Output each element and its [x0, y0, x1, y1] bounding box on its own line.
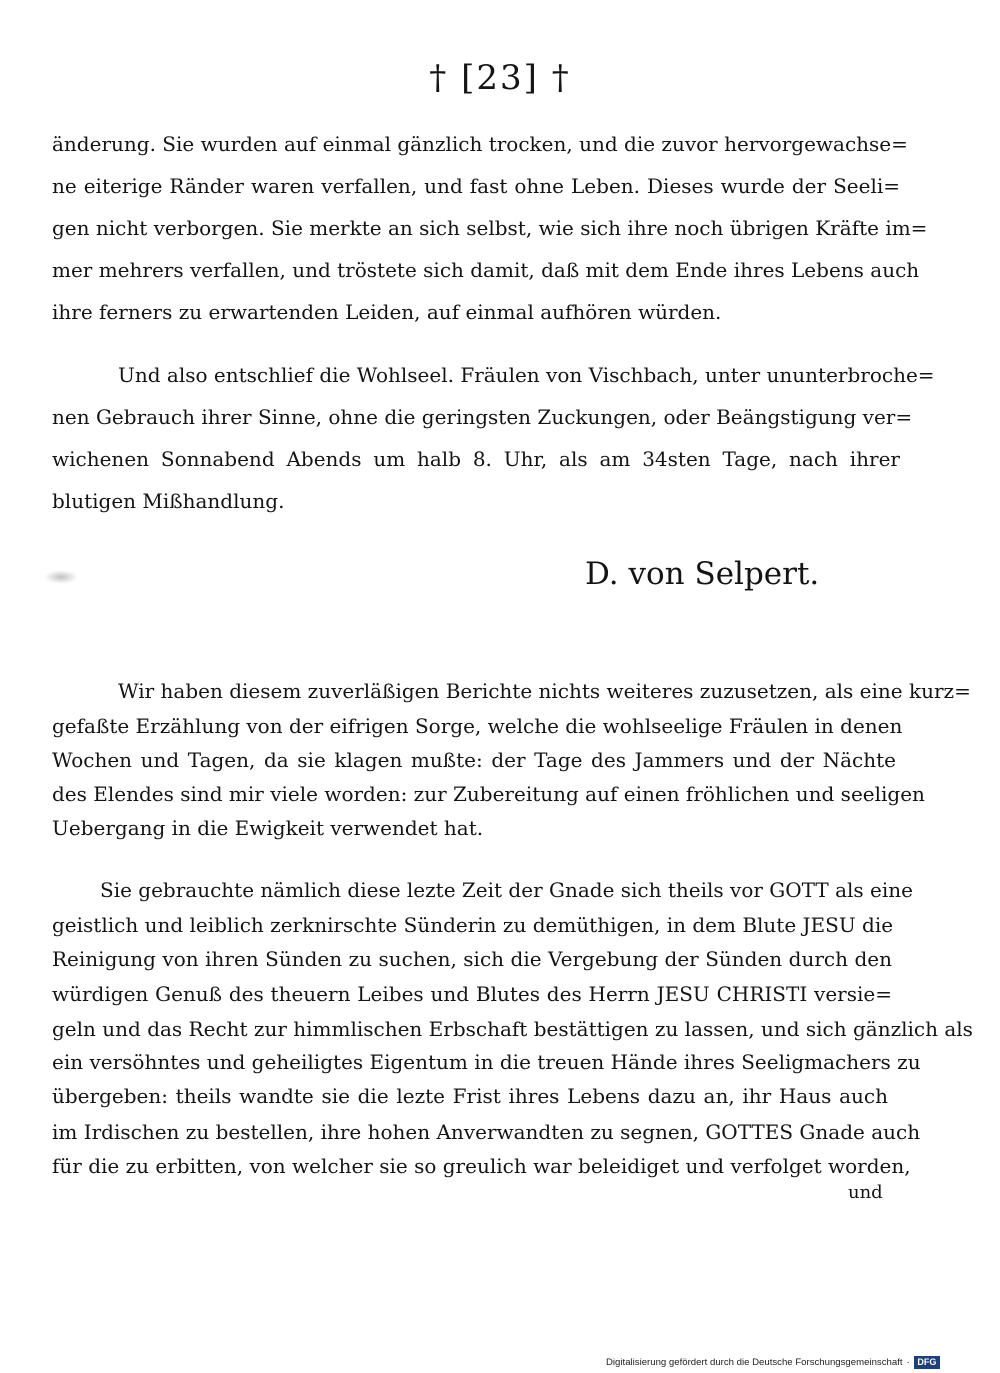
text-line: Reinigung von ihren Sünden zu suchen, sich die Vergebung der Sünden durch den — [52, 947, 892, 971]
scan-speck — [44, 570, 78, 584]
text-line: würdigen Genuß des theuern Leibes und Blutes des Herrn JESU CHRISTI versie= — [52, 982, 892, 1006]
text-line: für die zu erbitten, von welcher sie so greulich war beleidiget und verfolget worden, — [52, 1154, 911, 1178]
text-line: Wochen und Tagen, da sie klagen mußte: der Tage des Jammers und der Nächte — [52, 748, 896, 772]
text-line: ein versöhntes und geheiligtes Eigentum in die treuen Hände ihres Seeligmachers zu — [52, 1050, 921, 1074]
page-number-header: † [23] † — [429, 58, 571, 98]
text-line: im Irdischen zu bestellen, ihre hohen Anverwandten zu segnen, GOTTES Gnade auch — [52, 1120, 921, 1144]
dfg-logo-icon: DFG — [914, 1356, 940, 1369]
signature: D. von Selpert. — [585, 556, 820, 592]
text-line: blutigen Mißhandlung. — [52, 489, 285, 513]
catchword: und — [848, 1182, 883, 1203]
text-line: wichenen Sonnabend Abends um halb 8. Uhr, als am 34sten Tage, nach ihrer — [52, 447, 900, 471]
text-line: gefaßte Erzählung von der eifrigen Sorge, welche die wohlseelige Fräulen in denen — [52, 714, 903, 738]
text-line: Wir haben diesem zuverläßigen Berichte nichts weiteres zuzusetzen, als eine kurz= — [118, 679, 971, 703]
footer-separator: · — [906, 1356, 910, 1368]
text-line: ne eiterige Ränder waren verfallen, und fast ohne Leben. Dieses wurde der Seeli= — [52, 174, 900, 198]
text-line: Sie gebrauchte nämlich diese lezte Zeit der Gnade sich theils vor GOTT als eine — [100, 878, 913, 902]
text-line: übergeben: theils wandte sie die lezte Frist ihres Lebens dazu an, ihr Haus auch — [52, 1084, 888, 1108]
text-line: gen nicht verborgen. Sie merkte an sich selbst, wie sich ihre noch übrigen Kräfte im= — [52, 216, 928, 240]
text-line: geistlich und leiblich zerknirschte Sünderin zu demüthigen, in dem Blute JESU die — [52, 913, 894, 937]
text-line: nen Gebrauch ihrer Sinne, ohne die geringsten Zuckungen, oder Beängstigung ver= — [52, 405, 913, 429]
footer-credit — [606, 1354, 996, 1370]
text-line: änderung. Sie wurden auf einmal gänzlich trocken, und die zuvor hervorgewachse= — [52, 132, 908, 156]
text-line: ihre ferners zu erwartenden Leiden, auf einmal aufhören würden. — [52, 300, 722, 324]
text-line: geln und das Recht zur himmlischen Erbschaft bestättigen zu lassen, und sich gänzlich als — [52, 1017, 973, 1041]
text-line: Uebergang in die Ewigkeit verwendet hat. — [52, 816, 484, 840]
text-line: des Elendes sind mir viele worden: zur Zubereitung auf einen fröhlichen und seeligen — [52, 782, 925, 806]
footer-text: Digitalisierung gefördert durch die Deutsche Forschungsgemeinschaft — [606, 1356, 903, 1368]
text-line: mer mehrers verfallen, und tröstete sich damit, daß mit dem Ende ihres Lebens auch — [52, 258, 920, 282]
text-line: Und also entschlief die Wohlseel. Fräulen von Vischbach, unter ununterbroche= — [118, 363, 935, 387]
